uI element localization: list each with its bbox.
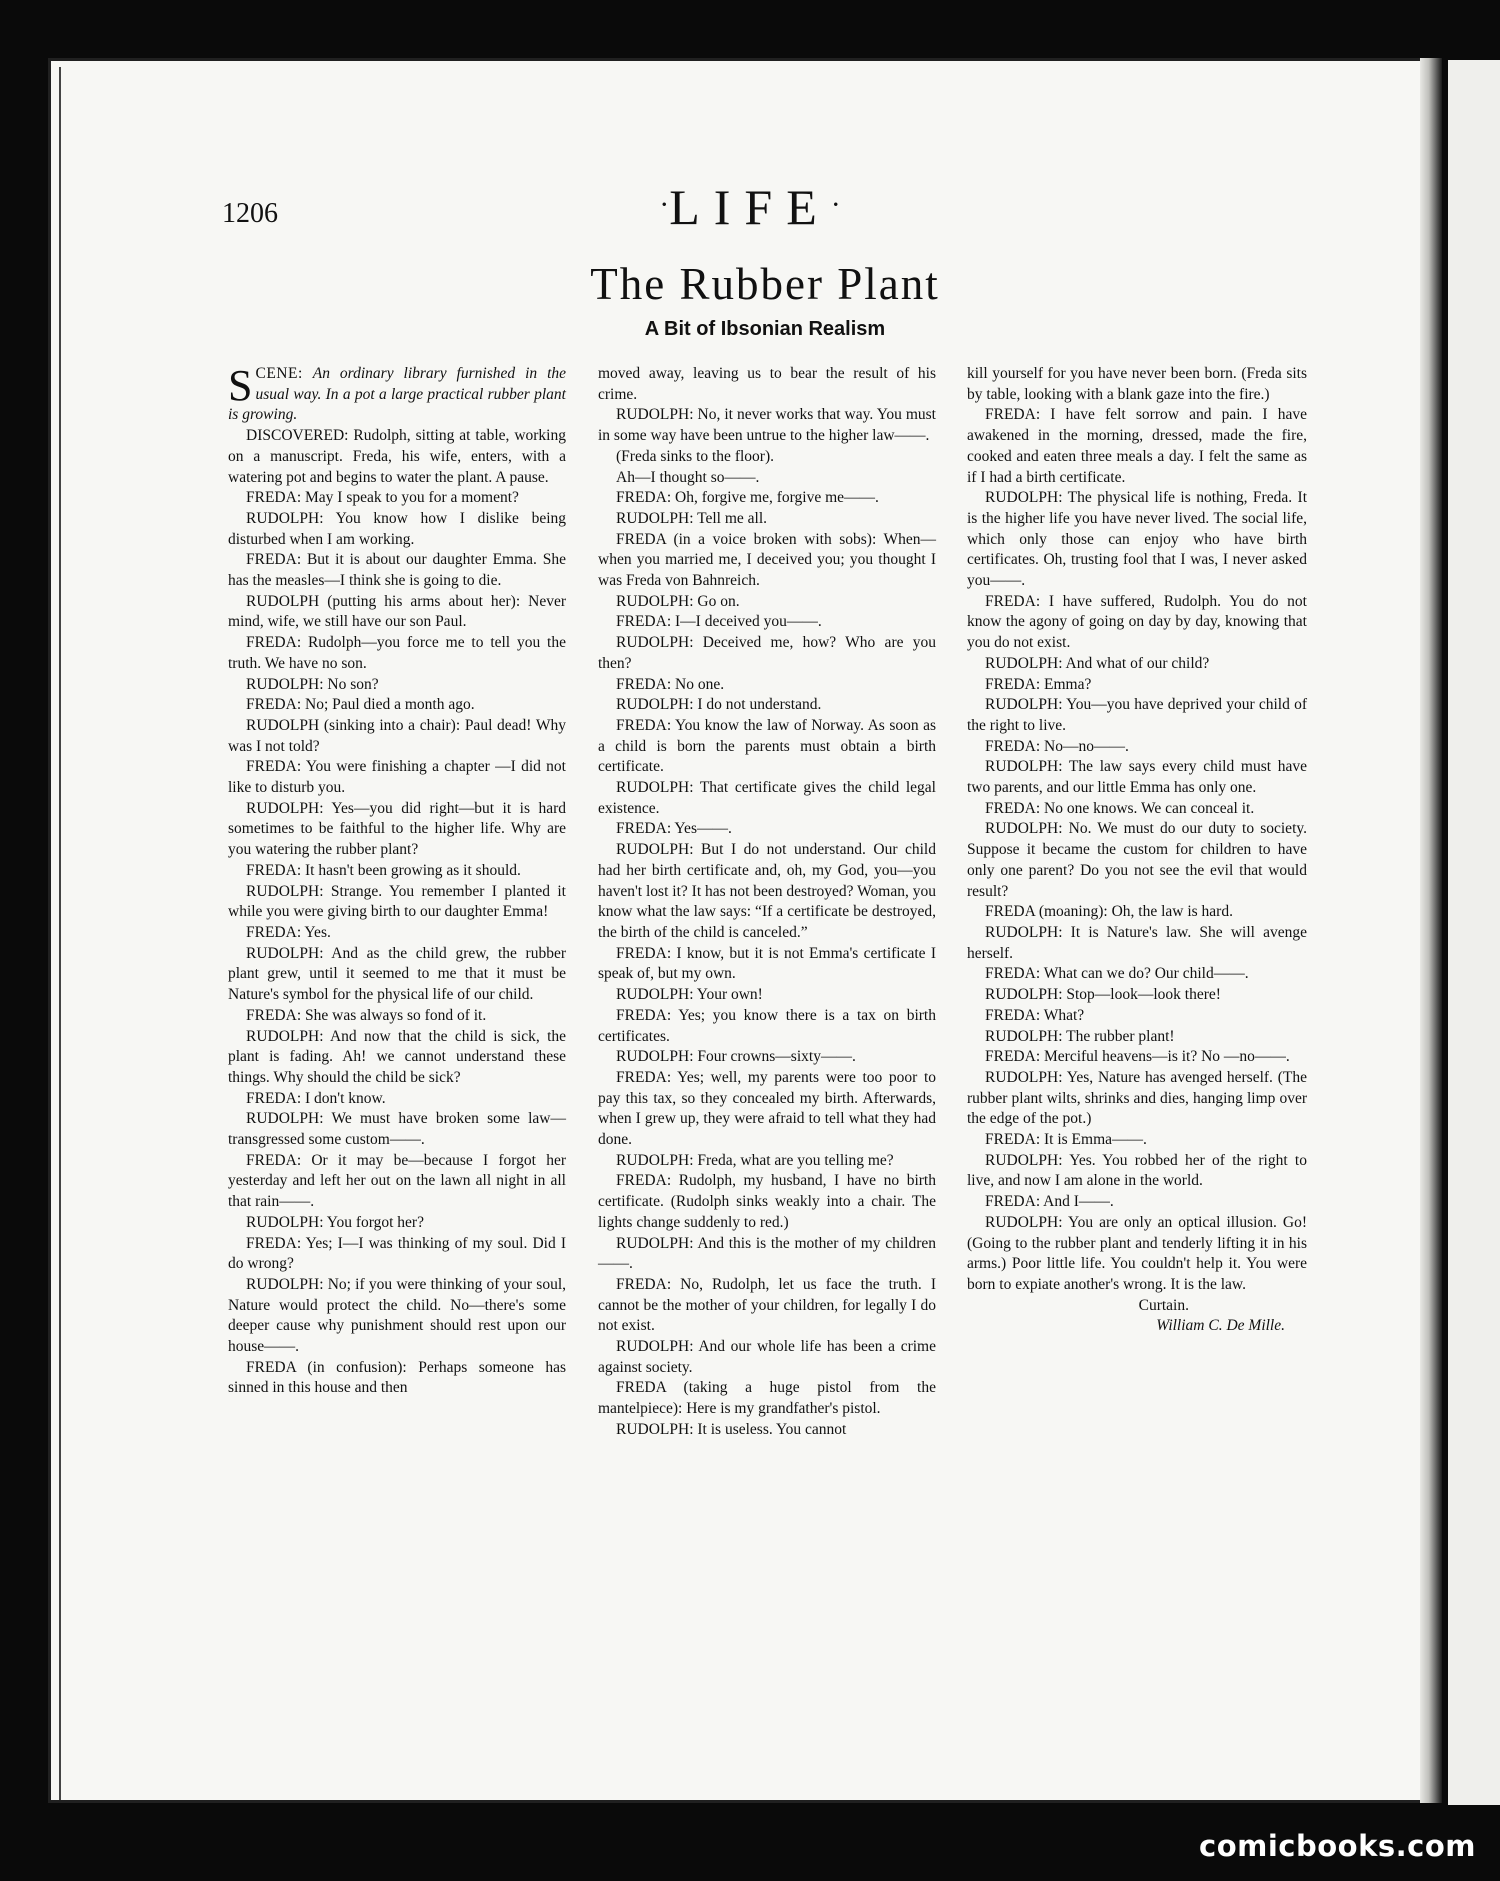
dialogue-paragraph: RUDOLPH: And now that the child is sick, the plant is fading. Ah! we cannot understand these things. Why should the child be sick? — [228, 1027, 566, 1086]
scene-label: CENE: — [255, 365, 303, 382]
masthead-dot-right: · — [830, 188, 841, 221]
masthead-title: LIFE — [669, 179, 831, 235]
dialogue-paragraph: RUDOLPH: Tell me all. — [616, 509, 768, 527]
dialogue-paragraph: FREDA (taking a huge pistol from the mantelpiece): Here is my grandfather's pistol. — [598, 1379, 936, 1418]
dialogue-paragraph: RUDOLPH: Yes, Nature has avenged herself. (The rubber plant wilts, shrinks and dies, hanging limp over the edge of the pot.) — [967, 1068, 1307, 1128]
dialogue-paragraph: FREDA: No one. — [616, 675, 725, 693]
dialogue-paragraph: moved away, leaving us to bear the result of his crime. — [598, 365, 936, 403]
dialogue-paragraph: FREDA: No; Paul died a month ago. — [246, 696, 475, 714]
dialogue-paragraph: RUDOLPH: The rubber plant! — [985, 1027, 1175, 1045]
dialogue-paragraph: RUDOLPH: You know how I dislike being disturbed when I am working. — [228, 509, 566, 548]
dialogue-paragraph: RUDOLPH: The law says every child must have two parents, and our little Emma has only one. — [967, 758, 1307, 797]
dialogue-paragraph: RUDOLPH: Go on. — [616, 592, 740, 610]
dialogue-paragraph: FREDA: But it is about our daughter Emma. She has the measles—I think she is going to die. — [228, 551, 566, 590]
watermark: comicbooks.com — [1199, 1829, 1476, 1863]
dialogue-paragraph: FREDA: She was always so fond of it. — [246, 1006, 487, 1024]
masthead — [0, 178, 1500, 236]
dialogue-paragraph: FREDA: No—no——. — [985, 737, 1129, 755]
dialogue-paragraph: FREDA: It hasn't been growing as it should. — [246, 861, 521, 879]
dialogue-paragraph: FREDA: It is Emma——. — [985, 1131, 1147, 1149]
dialogue-paragraph: RUDOLPH: No; if you were thinking of your soul, Nature would protect the child. No—there's some deeper cause why punishment should rest upon our house——. — [228, 1275, 566, 1356]
dialogue-paragraph: RUDOLPH: We must have broken some law—transgressed some custom——. — [228, 1110, 566, 1149]
dialogue-paragraph: RUDOLPH: Strange. You remember I planted it while you were giving birth to our daughter Emma! — [228, 882, 566, 921]
dialogue-paragraph: FREDA: May I speak to you for a moment? — [246, 489, 519, 507]
dialogue-paragraph: RUDOLPH: No son? — [246, 675, 379, 693]
dialogue-paragraph: RUDOLPH: But I do not understand. Our child had her birth certificate and, oh, my God, you—you haven't lost it? It has not been destroyed? Woman, you know what the law says: “If a certificate be destroyed, the birth of the child is canceled.” — [598, 841, 936, 941]
dialogue-paragraph: DISCOVERED: Rudolph, sitting at table, working on a manuscript. Freda, his wife, enters, with a watering pot and begins to water the plant. A pause. — [228, 427, 566, 486]
dialogue-paragraph: FREDA: Yes; I—I was thinking of my soul. Did I do wrong? — [228, 1234, 566, 1273]
dialogue-paragraph: FREDA (moaning): Oh, the law is hard. — [985, 903, 1233, 921]
page-number: 1206 — [222, 198, 278, 229]
dialogue-paragraph: RUDOLPH: It is useless. You cannot — [616, 1420, 847, 1438]
dialogue-paragraph: FREDA: No, Rudolph, let us face the truth. I cannot be the mother of your children, for legally I do not exist. — [598, 1275, 936, 1335]
dialogue-paragraph: RUDOLPH: Freda, what are you telling me? — [616, 1151, 894, 1169]
dialogue-paragraph: FREDA: Yes. — [246, 923, 331, 941]
dialogue-paragraph: RUDOLPH: Your own! — [616, 986, 763, 1004]
article-title: The Rubber Plant — [590, 259, 940, 309]
article-subtitle: A Bit of Ibsonian Realism — [644, 318, 886, 340]
text-column-3 — [967, 364, 1307, 1337]
dialogue-paragraph: FREDA: Yes——. — [616, 820, 732, 838]
dialogue-paragraph: RUDOLPH: No, it never works that way. You must in some way have been untrue to the higher law——. — [598, 406, 936, 445]
dialogue-paragraph: kill yourself for you have never been born. (Freda sits by table, looking with a blank gaze into the fire.) — [967, 365, 1307, 403]
dialogue-paragraph: RUDOLPH: Four crowns—sixty——. — [616, 1048, 856, 1066]
dialogue-paragraph: RUDOLPH: And our whole life has been a crime against society. — [598, 1338, 936, 1376]
dialogue-paragraph: (Freda sinks to the floor). — [616, 447, 774, 465]
curtain-line: Curtain. — [1138, 1296, 1189, 1314]
dialogue-paragraph: RUDOLPH: You are only an optical illusion. Go! (Going to the rubber plant and tenderly lifting it in his arms.) Poor little life. You couldn't help it. You were born to expiate another's wrong. It is the law. — [967, 1213, 1307, 1293]
dialogue-paragraph: RUDOLPH: No. We must do our duty to society. Suppose it became the custom for children to have only one parent? Do you not see the evil that would result? — [967, 820, 1307, 900]
dialogue-paragraph: FREDA: No one knows. We can conceal it. — [985, 799, 1255, 817]
dialogue-paragraph: RUDOLPH: The physical life is nothing, Freda. It is the higher life you have never lived. The social life, which only those can enjoy who have birth certificates. Oh, trusting fool that I was, I never asked you——. — [967, 489, 1307, 590]
dialogue-paragraph: RUDOLPH: Stop—look—look there! — [985, 986, 1221, 1004]
dialogue-paragraph: FREDA: I—I deceived you——. — [616, 613, 822, 631]
author-signature: William C. De Mille. — [1156, 1317, 1285, 1335]
dialogue-paragraph: FREDA: Yes; you know there is a tax on birth certificates. — [598, 1006, 936, 1045]
dialogue-paragraph: FREDA: And I——. — [985, 1193, 1114, 1211]
scene-text: An ordinary library furnished in the usual way. In a pot a large practical rubber plant is growing. — [228, 365, 567, 424]
dialogue-paragraph: FREDA (in confusion): Perhaps someone has sinned in this house and then — [228, 1358, 566, 1397]
dialogue-paragraph: FREDA: Oh, forgive me, forgive me——. — [616, 489, 879, 507]
scene-paragraph — [228, 361, 567, 426]
dialogue-paragraph: RUDOLPH: Deceived me, how? Who are you then? — [598, 634, 936, 672]
dialogue-paragraph: FREDA: You know the law of Norway. As soon as a child is born the parents must obtain a birth certificate. — [598, 716, 936, 776]
dialogue-paragraph: RUDOLPH: And what of our child? — [985, 654, 1210, 672]
dialogue-paragraph: FREDA: Rudolph, my husband, I have no birth certificate. (Rudolph sinks weakly into a chair. The lights change suddenly to red.) — [598, 1172, 936, 1231]
dialogue-paragraph: RUDOLPH: And this is the mother of my children——. — [598, 1234, 936, 1273]
dialogue-paragraph: FREDA: I have suffered, Rudolph. You do not know the agony of going on day by day, knowing that you do not exist. — [967, 592, 1307, 652]
dialogue-paragraph: FREDA (in a voice broken with sobs): When—when you married me, I deceived you; you thought I was Freda von Bahnreich. — [598, 530, 936, 590]
masthead-dot-left: · — [659, 188, 670, 221]
drop-cap: S — [228, 361, 253, 410]
dialogue-paragraph: FREDA: Rudolph—you force me to tell you the truth. We have no son. — [228, 634, 566, 672]
dialogue-paragraph: RUDOLPH: You—you have deprived your child of the right to live. — [967, 696, 1307, 734]
dialogue-paragraph: RUDOLPH: Yes—you did right—but it is hard sometimes to be faithful to the higher life. Why are you watering the rubber plant? — [228, 799, 566, 859]
dialogue-paragraph: RUDOLPH: You forgot her? — [246, 1213, 424, 1231]
dialogue-paragraph: FREDA: What can we do? Our child——. — [985, 965, 1249, 983]
dialogue-paragraph: FREDA: What? — [985, 1006, 1085, 1024]
dialogue-paragraph: FREDA: I know, but it is not Emma's certificate I speak of, but my own. — [598, 944, 936, 983]
dialogue-paragraph: FREDA: You were finishing a chapter —I did not like to disturb you. — [228, 758, 566, 797]
dialogue-paragraph: RUDOLPH: It is Nature's law. She will avenge herself. — [967, 923, 1307, 962]
dialogue-paragraph: Ah—I thought so——. — [616, 468, 760, 486]
dialogue-paragraph: RUDOLPH: I do not understand. — [616, 696, 822, 714]
dialogue-paragraph: FREDA: Or it may be—because I forgot her yesterday and left her out on the lawn all night in all that rain——. — [228, 1151, 566, 1211]
dialogue-paragraph: FREDA: I have felt sorrow and pain. I have awakened in the morning, dressed, made the fire, cooked and eaten three meals a day. I felt the same as if I had a birth certificate. — [967, 406, 1307, 486]
dialogue-paragraph: FREDA: Emma? — [985, 675, 1092, 693]
dialogue-paragraph: RUDOLPH: And as the child grew, the rubber plant grew, until it seemed to me that it must be Nature's symbol for the physical life of our child. — [228, 944, 566, 1004]
text-column-2 — [598, 364, 936, 1441]
dialogue-paragraph: RUDOLPH: That certificate gives the child legal existence. — [598, 779, 936, 817]
text-column-1 — [228, 361, 567, 1399]
dialogue-paragraph: FREDA: I don't know. — [246, 1089, 386, 1107]
dialogue-paragraph: FREDA: Merciful heavens—is it? No —no——. — [985, 1048, 1290, 1066]
dialogue-paragraph: FREDA: Yes; well, my parents were too poor to pay this tax, so they concealed my birth. Afterwards, when I grew up, they were afraid to tell what they had done. — [598, 1068, 936, 1149]
dialogue-paragraph: RUDOLPH (putting his arms about her): Never mind, wife, we still have our son Paul. — [228, 592, 566, 631]
dialogue-paragraph: RUDOLPH (sinking into a chair): Paul dead! Why was I not told? — [228, 716, 566, 755]
dialogue-paragraph: RUDOLPH: Yes. You robbed her of the right to live, and now I am alone in the world. — [967, 1151, 1307, 1190]
